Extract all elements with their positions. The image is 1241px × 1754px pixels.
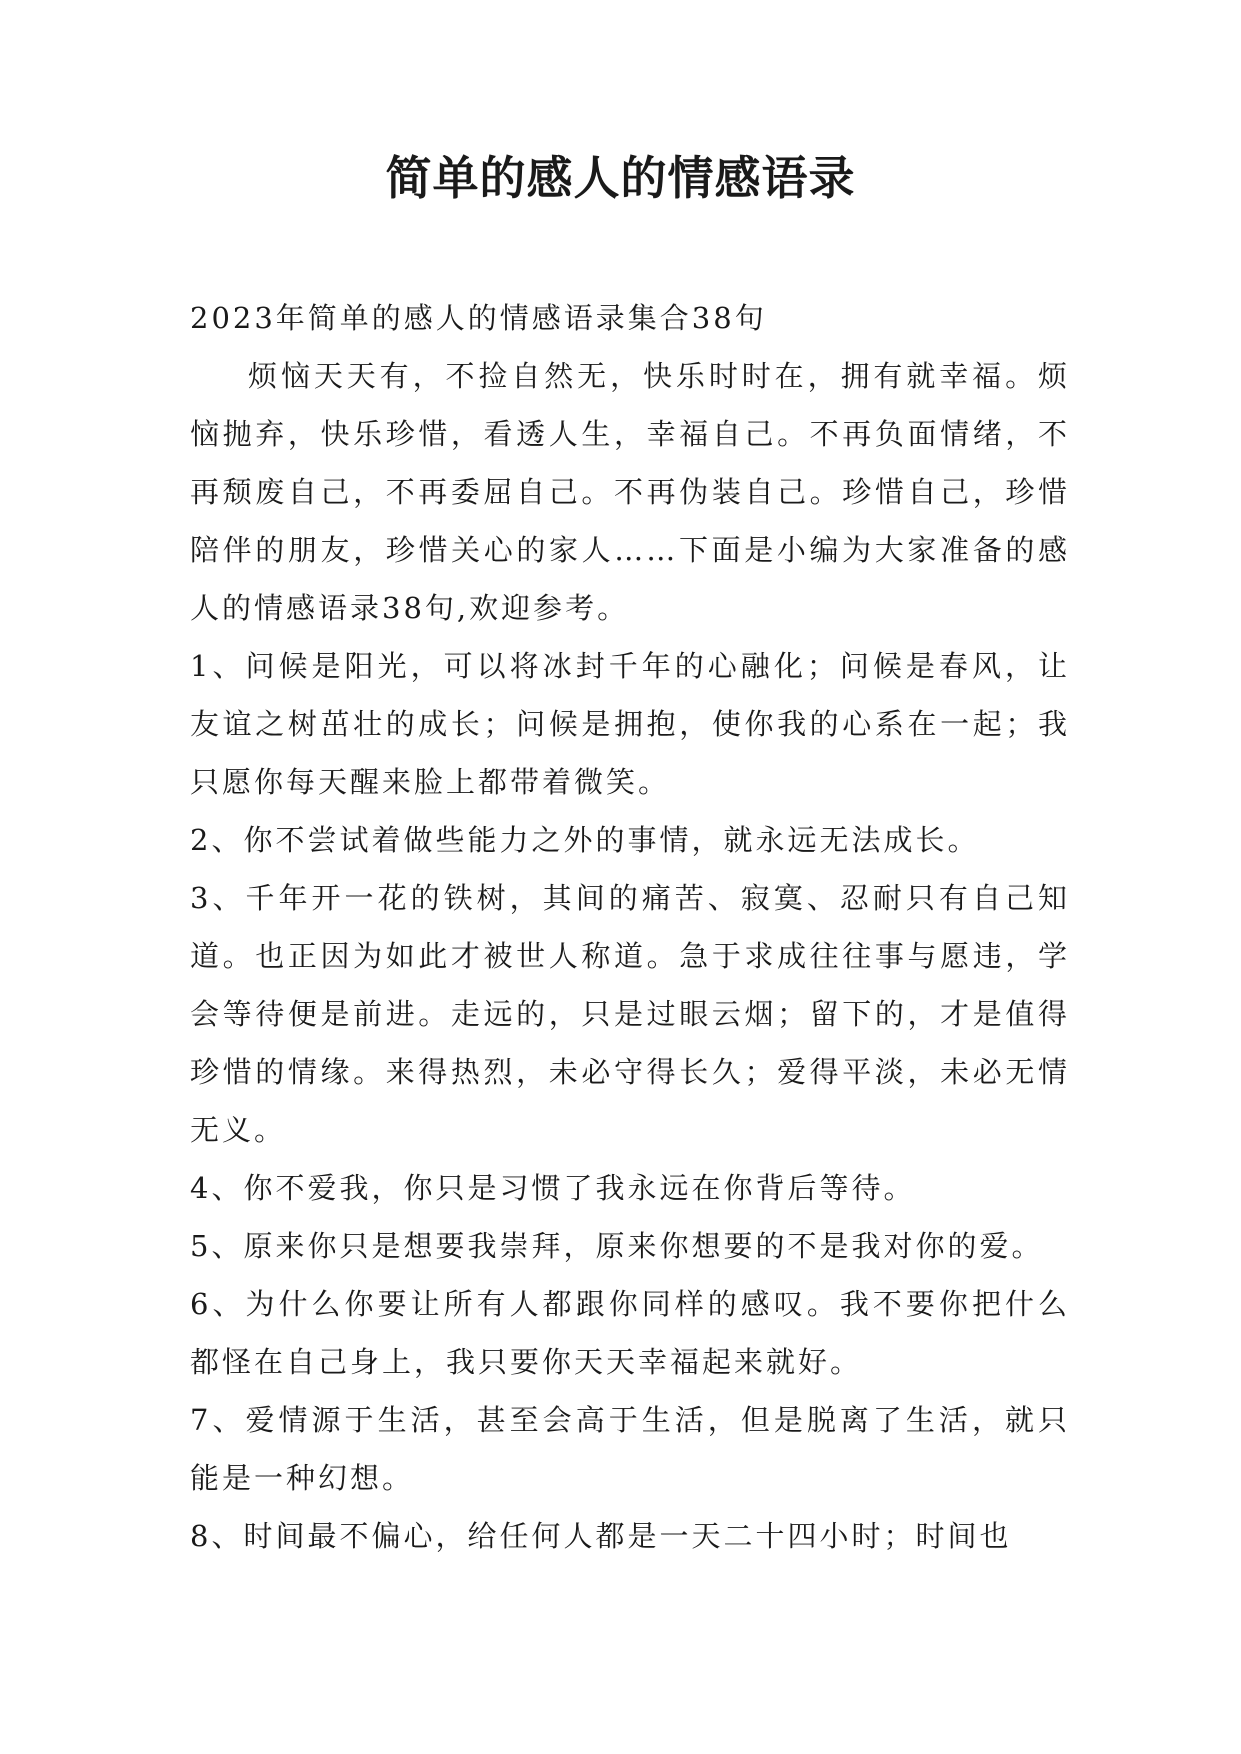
quote-item-7: 7、爱情源于生活，甚至会高于生活，但是脱离了生活，就只能是一种幻想。 <box>190 1403 1070 1495</box>
quote-item-4: 4、你不爱我，你只是习惯了我永远在你背后等待。 <box>190 1171 916 1205</box>
intro-paragraph: 烦恼天天有，不捡自然无，快乐时时在，拥有就幸福。烦恼抛弃，快乐珍惜，看透人生，幸福自己。不再负面情绪，不再颓废自己，不再委屈自己。不再伪装自己。珍惜自己，珍惜陪伴的朋友，珍惜关心的家人……下面是小编为大家准备的感人的情感语录38句,欢迎参考。 <box>190 359 1070 625</box>
quote-item-5: 5、原来你只是想要我崇拜，原来你想要的不是我对你的爱。 <box>190 1229 1044 1263</box>
document-title: 简单的感人的情感语录 <box>385 151 856 205</box>
document-body <box>190 289 1070 1565</box>
quote-item-6: 6、为什么你要让所有人都跟你同样的感叹。我不要你把什么都怪在自己身上，我只要你天天幸福起来就好。 <box>190 1287 1070 1379</box>
quote-item-2: 2、你不尝试着做些能力之外的事情，就永远无法成长。 <box>190 823 980 857</box>
quote-item-3: 3、千年开一花的铁树，其间的痛苦、寂寞、忍耐只有自己知道。也正因为如此才被世人称道。急于求成往往事与愿违，学会等待便是前进。走远的，只是过眼云烟；留下的，才是值得珍惜的情缘。来得热烈，未必守得长久；爱得平淡，未必无情无义。 <box>190 881 1070 1147</box>
subtitle: 2023年简单的感人的情感语录集合38句 <box>190 301 767 335</box>
quote-item-1: 1、问候是阳光，可以将冰封千年的心融化；问候是春风，让友谊之树茁壮的成长；问候是拥抱，使你我的心系在一起；我只愿你每天醒来脸上都带着微笑。 <box>190 649 1070 799</box>
quote-item-8: 8、时间最不偏心，给任何人都是一天二十四小时；时间也 <box>190 1519 1012 1553</box>
